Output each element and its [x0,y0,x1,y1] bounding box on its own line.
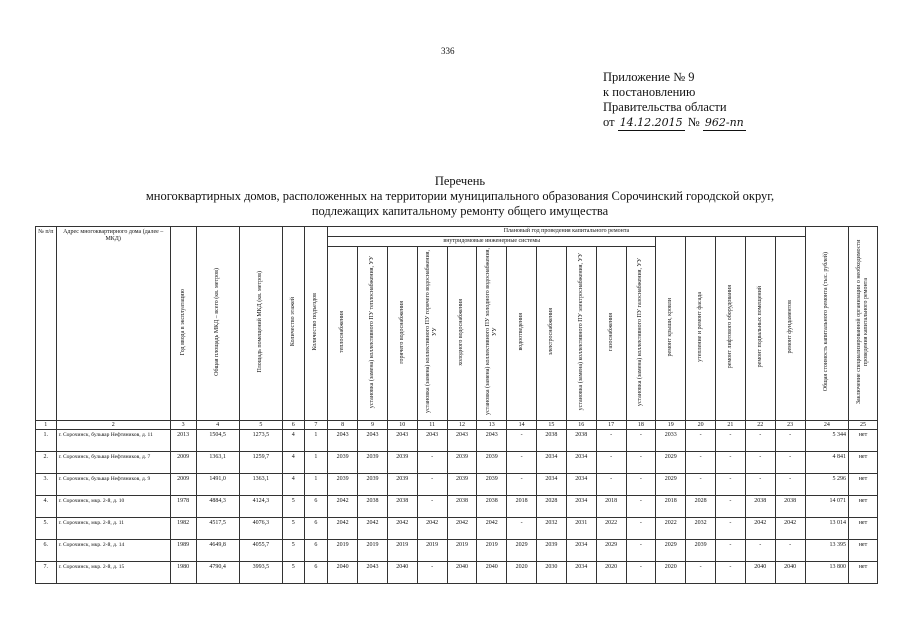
column-number: 17 [596,421,626,430]
table-cell: 2028 [686,496,716,518]
table-cell: 2038 [745,496,775,518]
table-cell: - [715,452,745,474]
table-cell: 2020 [596,562,626,584]
table-cell: - [715,562,745,584]
table-cell: 4 841 [805,452,848,474]
table-cell: 1978 [170,496,196,518]
header-total-cost: Общая стоимость капитального ремонта (тыс. рублей) [805,227,848,421]
table-cell: - [507,518,537,540]
table-cell: 2039 [387,474,417,496]
column-number: 4 [196,421,239,430]
address-cell: г. Сорочинск, бульвар Нефтяников, д. 11 [56,430,170,452]
appendix-date-prefix: от [603,115,615,129]
column-number: 13 [477,421,507,430]
table-cell: 2038 [387,496,417,518]
address-cell: г. Сорочинск, мкр. 2-й, д. 10 [56,496,170,518]
table-cell: 2042 [387,518,417,540]
table-cell: 5 [282,562,304,584]
table-cell: 2020 [656,562,686,584]
address-cell: г. Сорочинск, мкр. 2-й, д. 14 [56,540,170,562]
table-cell: 2038 [566,430,596,452]
header-electricity: электроснабжения [537,247,567,421]
table-cell: - [507,452,537,474]
header-premises-area: Площадь помещений МКД (кв. метров) [239,227,282,421]
column-number: 19 [656,421,686,430]
column-number: 6 [282,421,304,430]
address-cell: г. Сорочинск, мкр. 2-й, д. 15 [56,562,170,584]
table-row [36,562,878,584]
table-cell: - [745,452,775,474]
header-roof: ремонт крыши, кровли [656,237,686,421]
column-numbers-row [36,421,878,430]
column-number: 22 [745,421,775,430]
table-cell: 13 800 [805,562,848,584]
table-cell: 2039 [477,452,507,474]
table-row [36,452,878,474]
table-cell: - [626,562,656,584]
column-number: 7 [304,421,328,430]
table-cell: 4 [282,452,304,474]
table-cell: 2019 [417,540,447,562]
table-cell: - [715,430,745,452]
header-electricity-meter: установка (замена) коллективного ПУ электроснабжения, УУ [566,247,596,421]
table-row [36,496,878,518]
table-cell: 5 [282,540,304,562]
table-cell: 4 [282,430,304,452]
table-cell: 2039 [447,452,477,474]
table-cell: 2029 [596,540,626,562]
table-cell: 2019 [447,540,477,562]
appendix-date: 14.12.2015 [619,116,683,129]
column-number: 1 [36,421,57,430]
table-cell: 2019 [477,540,507,562]
table-row [36,474,878,496]
table-cell: - [626,540,656,562]
header-planned: Плановый год проведения капитального ремонта [328,227,806,237]
table-cell: 2040 [745,562,775,584]
table-cell: 14 071 [805,496,848,518]
table-cell: - [626,496,656,518]
table-cell: 2043 [387,430,417,452]
table-cell: 2040 [328,562,358,584]
table-cell: 2029 [656,540,686,562]
table-cell: 2042 [328,518,358,540]
table-cell: нет [848,540,877,562]
table-cell: - [507,430,537,452]
table-cell: 2019 [387,540,417,562]
table-cell: 2033 [656,430,686,452]
table-cell: 2028 [537,496,567,518]
header-heat-meter: установка (замена) коллективного ПУ теплоснабжения, УУ [358,247,388,421]
table-cell: 5 [282,518,304,540]
header-facade: утепление и ремонт фасада [686,237,716,421]
table-cell: - [417,496,447,518]
column-number: 18 [626,421,656,430]
document-title [60,174,860,219]
table-cell: 2040 [775,562,805,584]
table-cell: 2043 [358,430,388,452]
table-cell: - [745,540,775,562]
header-address: Адрес многоквартирного дома (далее – МКД) [56,227,170,421]
appendix-line-1: Приложение № 9 [603,70,695,84]
table-cell: 2. [36,452,57,474]
appendix-block [603,70,746,131]
table-cell: 2034 [566,452,596,474]
header-engineering: внутридомовые инженерные системы [328,237,656,247]
table-cell: - [775,430,805,452]
table-row [36,518,878,540]
title-line-3: подлежащих капитальному ремонту общего имущества [311,204,609,218]
table-cell: 1273,5 [239,430,282,452]
table-cell: 2039 [358,452,388,474]
table-cell: нет [848,430,877,452]
table-cell: 2018 [596,496,626,518]
table-cell: - [745,474,775,496]
table-cell: 2042 [328,496,358,518]
table-cell: 5 344 [805,430,848,452]
table-cell: 2042 [417,518,447,540]
header-hot-water: горячего водоснабжения [387,247,417,421]
table-cell: 2022 [596,518,626,540]
header-floors: Количество этажей [282,227,304,421]
table-cell: 2043 [328,430,358,452]
table-cell: 2040 [477,562,507,584]
table-cell: - [596,430,626,452]
table-cell: 4124,3 [239,496,282,518]
table-cell: 2038 [358,496,388,518]
table-cell: 5 296 [805,474,848,496]
table-cell: - [686,452,716,474]
header-heat: теплоснабжения [328,247,358,421]
table-cell: - [686,474,716,496]
table-cell: 2009 [170,474,196,496]
table-cell: - [596,452,626,474]
table-cell: 2039 [358,474,388,496]
header-entrances: Количество подъездов [304,227,328,421]
header-conclusion: Заключение специализированной организации о необходимости проведения капитального ремонта [848,227,877,421]
column-number: 14 [507,421,537,430]
table-cell: 2038 [447,496,477,518]
table-cell: - [626,518,656,540]
address-cell: г. Сорочинск, бульвар Нефтяников, д. 7 [56,452,170,474]
table-cell: 13 395 [805,540,848,562]
header-gas-meter: установка (замена) коллективного ПУ газоснабжения, УУ [626,247,656,421]
table-cell: 2032 [537,518,567,540]
table-cell: 2043 [358,562,388,584]
table-row [36,540,878,562]
table-cell: 6. [36,540,57,562]
table-cell: нет [848,518,877,540]
header-cold-water-meter: установка (замена) коллективного ПУ холодного водоснабжения, УУ [477,247,507,421]
table-cell: 4517,5 [196,518,239,540]
table-cell: 2042 [358,518,388,540]
column-number: 11 [417,421,447,430]
table-body [36,430,878,584]
header-elevator: ремонт лифтового оборудования [715,237,745,421]
table-cell: 2034 [537,474,567,496]
header-cold-water: холодного водоснабжения [447,247,477,421]
table-cell: 6 [304,518,328,540]
table-cell: 2043 [477,430,507,452]
table-cell: 2019 [358,540,388,562]
table-cell: 2034 [537,452,567,474]
column-number: 8 [328,421,358,430]
table-cell: - [775,452,805,474]
header-gas: газоснабжения [596,247,626,421]
table-cell: 4 [282,474,304,496]
table-cell: 2042 [745,518,775,540]
column-number: 24 [805,421,848,430]
table-cell: 2042 [775,518,805,540]
table-cell: 2020 [507,562,537,584]
header-year-built: Год ввода в эксплуатацию [170,227,196,421]
table-cell: 2042 [447,518,477,540]
table-cell: 2022 [656,518,686,540]
column-number: 3 [170,421,196,430]
table-cell: - [626,452,656,474]
column-number: 12 [447,421,477,430]
header-total-area: Общая площадь МКД – всего (кв. метров) [196,227,239,421]
header-num: № п/п [36,227,57,421]
table-cell: 7. [36,562,57,584]
address-cell: г. Сорочинск, мкр. 2-й, д. 11 [56,518,170,540]
table-cell: 2038 [477,496,507,518]
table-cell: 2038 [537,430,567,452]
table-cell: 2029 [656,474,686,496]
table-cell: 2032 [686,518,716,540]
table-cell: 2029 [656,452,686,474]
column-number: 5 [239,421,282,430]
table-cell: 2039 [537,540,567,562]
table-cell: 2039 [328,452,358,474]
table-cell: - [715,496,745,518]
table-cell: 2039 [328,474,358,496]
appendix-line-4 [603,115,746,131]
table-cell: - [715,518,745,540]
column-number: 9 [358,421,388,430]
buildings-table [35,226,878,584]
table-cell: - [686,562,716,584]
address-cell: г. Сорочинск, бульвар Нефтяников, д. 9 [56,474,170,496]
table-cell: 4076,3 [239,518,282,540]
table-cell: - [626,474,656,496]
table-cell: - [775,540,805,562]
table-cell: 1 [304,474,328,496]
column-number: 15 [537,421,567,430]
table-cell: 5. [36,518,57,540]
column-number: 2 [56,421,170,430]
page-number: 336 [441,46,455,56]
header-hot-water-meter: установка (замена) коллективного ПУ горячего водоснабжения, УУ [417,247,447,421]
table-cell: 1982 [170,518,196,540]
table-cell: 2043 [447,430,477,452]
table-cell: 1259,7 [239,452,282,474]
table-cell: 1. [36,430,57,452]
table-cell: 2009 [170,452,196,474]
table-cell: 1491,0 [196,474,239,496]
table-cell: нет [848,474,877,496]
table-cell: 1980 [170,562,196,584]
appendix-line-3: Правительства области [603,100,727,114]
table-cell: 4055,7 [239,540,282,562]
table-cell: 2039 [447,474,477,496]
table-cell: 2038 [775,496,805,518]
title-line-2: многоквартирных домов, расположенных на территории муниципального образования Сорочинский городской округ, [145,189,775,203]
table-cell: 3. [36,474,57,496]
column-numbers-body [36,421,878,430]
table-cell: 13 014 [805,518,848,540]
column-number: 10 [387,421,417,430]
table-cell: - [715,474,745,496]
table-cell: - [417,562,447,584]
table-cell: 2042 [477,518,507,540]
table-cell: 6 [304,540,328,562]
table-cell: 1504,5 [196,430,239,452]
column-number: 21 [715,421,745,430]
table-cell: 4. [36,496,57,518]
table-cell: 1 [304,452,328,474]
table-cell: 2034 [566,496,596,518]
table-row [36,430,878,452]
table-cell: нет [848,452,877,474]
table-cell: 2034 [566,540,596,562]
table-cell: 2030 [537,562,567,584]
table-cell: 2039 [686,540,716,562]
table-cell: - [775,474,805,496]
title-line-1: Перечень [434,174,486,188]
table-cell: 4649,8 [196,540,239,562]
table-cell: - [745,430,775,452]
table-cell: 2018 [656,496,686,518]
table-cell: 4790,4 [196,562,239,584]
table-cell: - [686,430,716,452]
table-cell: 2019 [328,540,358,562]
table-cell: 1363,1 [239,474,282,496]
table-cell: 2039 [477,474,507,496]
table-cell: 2043 [417,430,447,452]
table-cell: - [596,474,626,496]
table-cell: 2013 [170,430,196,452]
table-cell: 2040 [387,562,417,584]
table-cell: 2029 [507,540,537,562]
table-cell: нет [848,496,877,518]
table-cell: 1 [304,430,328,452]
table-cell: 5 [282,496,304,518]
table-cell: 2031 [566,518,596,540]
table-cell: 2034 [566,562,596,584]
table-cell: 2034 [566,474,596,496]
column-number: 20 [686,421,716,430]
table-cell: 2040 [447,562,477,584]
table-cell: 1989 [170,540,196,562]
table-cell: - [507,474,537,496]
table-cell: 3993,5 [239,562,282,584]
table-cell: 6 [304,562,328,584]
table-cell: 4884,3 [196,496,239,518]
header-foundation: ремонт фундаментов [775,237,805,421]
column-number: 23 [775,421,805,430]
table-cell: 2039 [387,452,417,474]
table-cell: - [417,452,447,474]
appendix-number-sign: № [687,115,700,129]
header-drainage: водоотведения [507,247,537,421]
table-cell: 2018 [507,496,537,518]
appendix-number: 962-пп [704,116,744,129]
table-cell: 6 [304,496,328,518]
table-cell: - [715,540,745,562]
header-basement: ремонт подвальных помещений [745,237,775,421]
table-cell: - [626,430,656,452]
appendix-line-2: к постановлению [603,85,696,99]
column-number: 16 [566,421,596,430]
table-cell: нет [848,562,877,584]
table-cell: 1363,1 [196,452,239,474]
table-cell: - [417,474,447,496]
column-number: 25 [848,421,877,430]
